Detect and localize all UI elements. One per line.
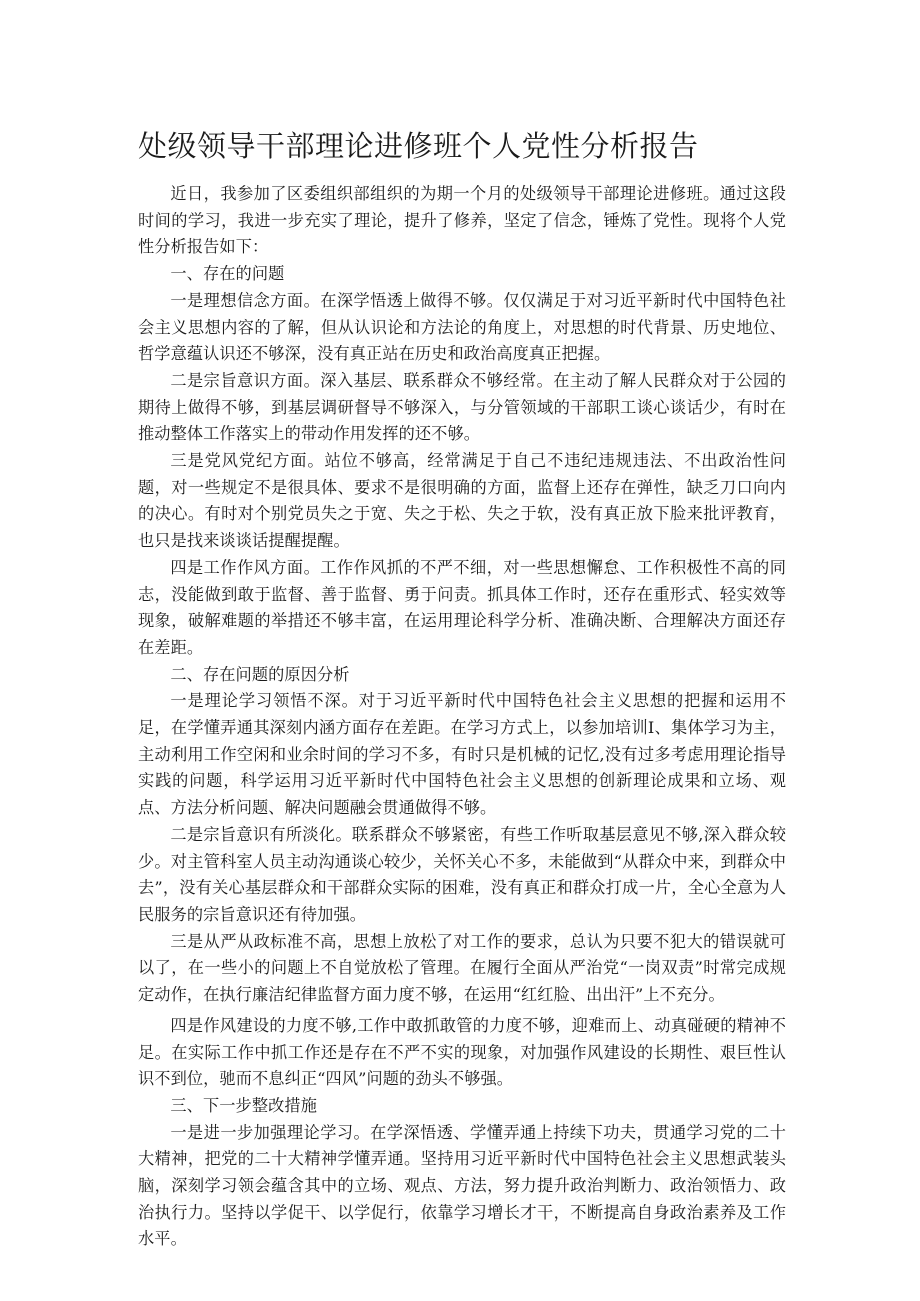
problem-paragraph-work-style: 四是工作作风方面。工作作风抓的不严不细，对一些思想懈怠、工作积极性不高的同志，没能做到敢于监督、善于监督、勇于问责。抓具体工作时，还存在重形式、轻实效等现象，破解难题的举措还不够丰富，在运用理论科学分析、准确决断、合理解决方面还存在差距。 xyxy=(138,557,786,657)
section-heading-problems: 一、存在的问题 xyxy=(170,264,285,284)
intro-paragraph: 近日，我参加了区委组织部组织的为期一个月的处级领导干部理论进修班。通过这段时间的学习，我进一步充实了理论，提升了修养，坚定了信念，锤炼了党性。现将个人党性分析报告如下： xyxy=(138,184,786,257)
measure-paragraph-theory: 一是进一步加强理论学习。在学深悟透、学懂弄通上持续下功夫，贯通学习党的二十大精神，把党的二十大精神学懂弄通。坚持用习近平新时代中国特色社会主义思想武装头脑，深刻学习领会蕴含其中的立场、观点、方法，努力提升政治判断力、政治领悟力、政治执行力。坚持以学促干、以学促行，依靠学习增长才干，不断提高自身政治素养及工作水平。 xyxy=(138,1122,786,1249)
document-title: 处级领导干部理论进修班个人党性分析报告 xyxy=(138,129,699,163)
cause-paragraph-theory: 一是理论学习领悟不深。对于习近平新时代中国特色社会主义思想的把握和运用不足，在学懂弄通其深刻内涵方面存在差距。在学习方式上，以参加培训Ⅰ、集体学习为主，主动利用工作空闲和业余时间的学习不多，有时只是机械的记忆,没有过多考虑用理论指导实践的问题，科学运用习近平新时代中国特色社会主义思想的创新理论成果和立场、观点、方法分析问题、解决问题融会贯通做得不够。 xyxy=(138,691,786,818)
section-heading-measures: 三、下一步整改措施 xyxy=(170,1095,317,1115)
problem-paragraph-purpose: 二是宗旨意识方面。深入基层、联系群众不够经常。在主动了解人民群众对于公园的期待上做得不够，到基层调研督导不够深入，与分管领域的干部职工谈心谈话少，有时在推动整体工作落实上的带动作用发挥的还不够。 xyxy=(138,370,786,444)
section-heading-causes: 二、存在问题的原因分析 xyxy=(170,664,350,684)
problem-paragraph-ideals: 一是理想信念方面。在深学悟透上做得不够。仅仅满足于对习近平新时代中国特色社会主义思想内容的了解，但从认识论和方法论的角度上，对思想的时代背景、历史地位、哲学意蕴认识还不够深，没有真正站在历史和政治高度真正把握。 xyxy=(138,290,786,364)
document-body xyxy=(138,181,786,1253)
problem-paragraph-discipline: 三是党风党纪方面。站位不够高，经常满足于自己不违纪违规违法、不出政治性问题，对一些规定不是很具体、要求不是很明确的方面，监督上还存在弹性，缺乏刀口向内的决心。有时对个别党员失之于宽、失之于松、失之于软，没有真正放下脸来批评教育，也只是找来谈谈话提醒提醒。 xyxy=(138,451,786,551)
cause-paragraph-standards: 三是从严从政标准不高，思想上放松了对工作的要求，总认为只要不犯大的错误就可以了，在一些小的问题上不自觉放松了管理。在履行全面从严治党“一岗双责”时常完成规定动作，在执行廉洁纪律监督方面力度不够，在运用“红红脸、出出汗”上不充分。 xyxy=(138,931,786,1005)
cause-paragraph-style: 四是作风建设的力度不够,工作中敢抓敢管的力度不够，迎难而上、动真碰硬的精神不足。在实际工作中抓工作还是存在不严不实的现象，对加强作风建设的长期性、艰巨性认识不到位，驰而不息纠正“四风”问题的劲头不够强。 xyxy=(138,1015,786,1089)
cause-paragraph-purpose: 二是宗旨意识有所淡化。联系群众不够紧密，有些工作听取基层意见不够,深入群众较少。对主管科室人员主动沟通谈心较少，关怀关心不多，未能做到“从群众中来，到群众中去”，没有关心基层群众和干部群众实际的困难，没有真正和群众打成一片，全心全意为人民服务的宗旨意识还有待加强。 xyxy=(138,824,786,924)
